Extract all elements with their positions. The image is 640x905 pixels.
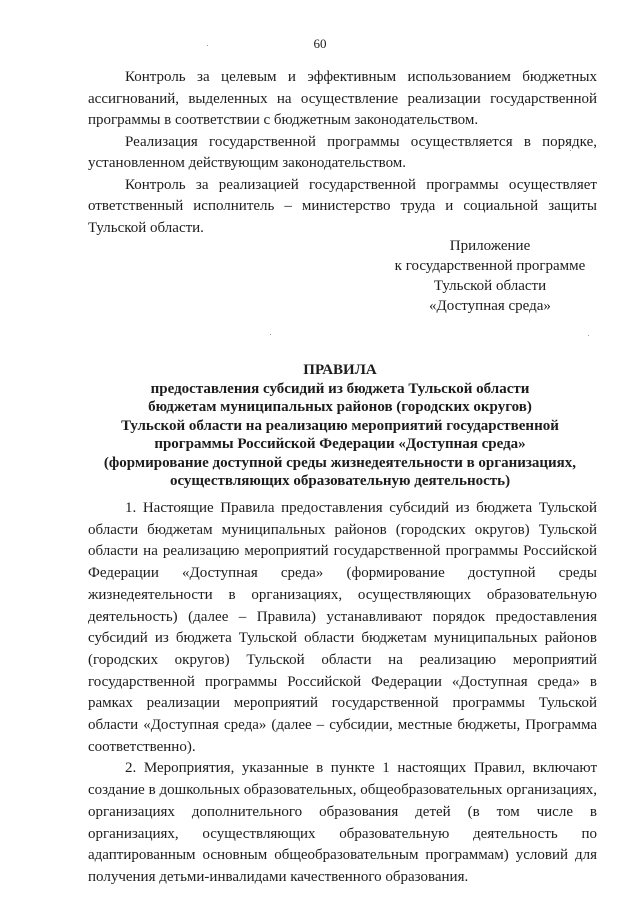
- rules-title-line: предоставления субсидий из бюджета Тульской области: [150, 380, 530, 397]
- page-number: 60: [313, 36, 327, 51]
- rules-title-line: программы Российской Федерации «Доступная среда»: [154, 436, 526, 452]
- appendix-line: Тульской области: [433, 278, 547, 294]
- intro-paragraph-implementation: Реализация государственной программы осуществляется в порядке, установленном действующим законодательством.: [88, 133, 597, 171]
- rules-title: [80, 361, 600, 491]
- scan-speck: [207, 45, 208, 46]
- intro-paragraph-control: Контроль за целевым и эффективным использованием бюджетных ассигнований, выделенных на осуществление реализации государственной программы в соответствии с бюджетным законодательством.: [88, 69, 597, 128]
- scan-speck: [270, 334, 271, 335]
- appendix-line: «Доступная среда»: [429, 298, 551, 314]
- rules-paragraph-1: 1. Настоящие Правила предоставления субсидий из бюджета Тульской области бюджетам муниципальных районов (городских округов) Тульской области на реализацию мероприятий государственной программы Российской Федерации «Доступная среда» (формирование доступной среды жизнедеятельности в организациях, осуществляющих образовательную деятельность) (далее – Правила) устанавливают порядок предоставления субсидий из бюджета Тульской области бюджетам муниципальных районов (городских округов) Тульской области на реализацию мероприятий государственной программы Российской Федерации «Доступная среда» в рамках реализации мероприятий государственной программы Тульской области «Доступная среда» (далее – субсидии, местные бюджеты, Программа соответственно).: [88, 500, 597, 755]
- rules-heading: ПРАВИЛА: [303, 362, 377, 378]
- appendix-header: [370, 236, 610, 316]
- intro-paragraph-executor: Контроль за реализацией государственной программы осуществляет ответственный исполнитель – министерство труда и социальной защиты Тульской области.: [88, 176, 597, 236]
- rules-section: [88, 498, 597, 889]
- scan-speck: [588, 335, 589, 336]
- intro-section: [88, 67, 597, 239]
- rules-title-line: (формирование доступной среды жизнедеятельности в организациях,: [103, 454, 577, 471]
- rules-paragraph-2: 2. Мероприятия, указанные в пункте 1 настоящих Правил, включают создание в дошкольных образовательных, общеобразовательных организациях, организациях дополнительного образования детей (в том числе в организациях, осуществляющих образовательную деятельность по адаптированным основным общеобразовательным программам) условий для получения детьми-инвалидами качественного образования.: [88, 760, 597, 885]
- rules-title-line: Тульской области на реализацию мероприятий государственной: [121, 417, 559, 434]
- scan-speck: [570, 150, 571, 151]
- appendix-line: Приложение: [449, 238, 531, 254]
- appendix-line: к государственной программе: [394, 258, 586, 274]
- rules-title-line: бюджетам муниципальных районов (городских округов): [148, 399, 532, 415]
- rules-title-line: осуществляющих образовательную деятельность): [169, 473, 511, 489]
